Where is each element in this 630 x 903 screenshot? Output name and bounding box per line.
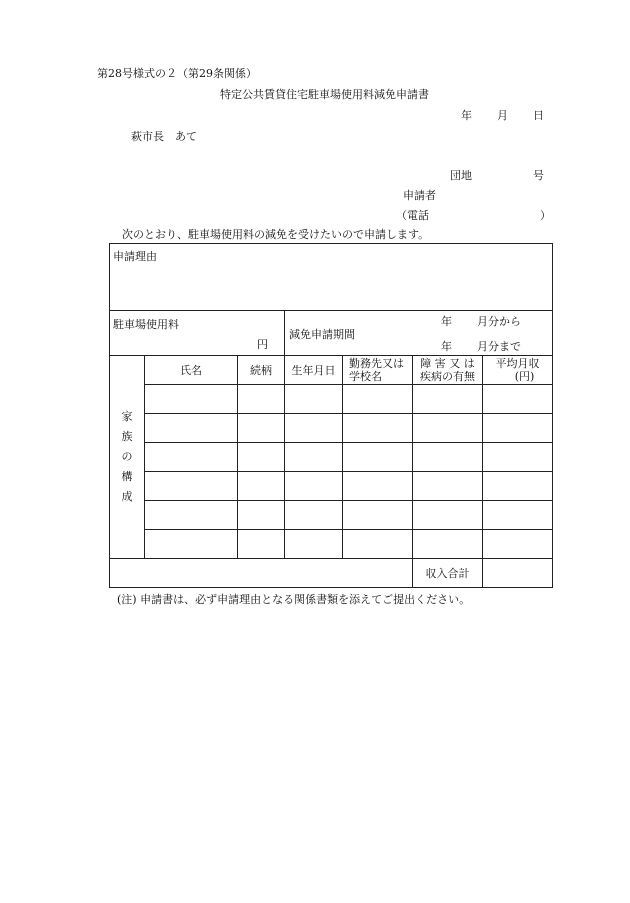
disability-cell[interactable] xyxy=(413,385,483,414)
fee-cell[interactable] xyxy=(110,311,285,356)
table-row xyxy=(110,530,553,559)
family-char: 家 xyxy=(121,410,133,423)
applicant-phone-open: （電話 xyxy=(396,209,429,222)
name-cell[interactable] xyxy=(145,472,238,501)
family-label-cell xyxy=(110,356,145,559)
birth-cell[interactable] xyxy=(285,501,343,530)
disability-cell[interactable] xyxy=(413,414,483,443)
table-row xyxy=(110,472,553,501)
relation-cell[interactable] xyxy=(238,501,285,530)
col-header-relation: 続柄 xyxy=(238,356,285,385)
disability-cell[interactable] xyxy=(413,501,483,530)
applicant-go: 号 xyxy=(533,169,544,182)
yen-label: 円 xyxy=(257,338,268,351)
family-char: 族 xyxy=(121,430,133,443)
disability-cell[interactable] xyxy=(413,472,483,501)
applicant-label: 申請者 xyxy=(403,189,436,202)
period-to-year: 年 xyxy=(441,340,452,353)
family-char: 構 xyxy=(121,470,133,483)
period-label: 減免申請期間 xyxy=(289,328,355,341)
income-cell[interactable] xyxy=(483,530,553,559)
disability-cell[interactable] xyxy=(413,443,483,472)
name-cell[interactable] xyxy=(145,385,238,414)
intro-text: 次のとおり、駐車場使用料の減免を受けたいので申請します。 xyxy=(122,228,430,241)
fee-label: 駐車場使用料 xyxy=(113,318,179,331)
birth-cell[interactable] xyxy=(285,472,343,501)
income-cell[interactable] xyxy=(483,501,553,530)
reason-label: 申請理由 xyxy=(113,250,157,263)
family-char: 成 xyxy=(121,490,133,503)
work-cell[interactable] xyxy=(343,530,413,559)
reason-cell[interactable] xyxy=(110,244,553,311)
birth-cell[interactable] xyxy=(285,385,343,414)
relation-cell[interactable] xyxy=(238,443,285,472)
birth-cell[interactable] xyxy=(285,443,343,472)
table-row xyxy=(110,443,553,472)
income-cell[interactable] xyxy=(483,385,553,414)
work-cell[interactable] xyxy=(343,443,413,472)
name-cell[interactable] xyxy=(145,530,238,559)
col-header-birth: 生年月日 xyxy=(285,356,343,385)
income-cell[interactable] xyxy=(483,443,553,472)
footnote: (注) 申請書は、必ず申請理由となる関係書類を添えてご提出ください。 xyxy=(117,593,471,606)
table-row xyxy=(110,414,553,443)
addressee: 萩市長 あて xyxy=(131,130,197,143)
page-title: 特定公共賃貸住宅駐車場使用料減免申請書 xyxy=(220,88,429,101)
relation-cell[interactable] xyxy=(238,385,285,414)
col-header-work: 勤務先又は 学校名 xyxy=(343,356,413,385)
applicant-phone-close: ） xyxy=(540,209,551,222)
relation-cell[interactable] xyxy=(238,472,285,501)
application-table xyxy=(109,243,553,588)
work-cell[interactable] xyxy=(343,414,413,443)
period-from: 月分から xyxy=(477,315,521,328)
relation-cell[interactable] xyxy=(238,414,285,443)
name-cell[interactable] xyxy=(145,414,238,443)
date-year: 年 xyxy=(461,109,472,122)
col-header-name: 氏名 xyxy=(145,356,238,385)
date-day: 日 xyxy=(533,109,544,122)
relation-cell[interactable] xyxy=(238,530,285,559)
work-cell[interactable] xyxy=(343,385,413,414)
date-month: 月 xyxy=(497,109,508,122)
table-row xyxy=(110,385,553,414)
period-to: 月分まで xyxy=(477,340,521,353)
table-row xyxy=(110,501,553,530)
col-header-income: 平均月収 (円) xyxy=(483,356,553,385)
name-cell[interactable] xyxy=(145,443,238,472)
applicant-danchi: 団地 xyxy=(450,169,472,182)
income-total-value[interactable] xyxy=(483,559,553,588)
income-cell[interactable] xyxy=(483,414,553,443)
family-char: の xyxy=(121,450,133,463)
form-number: 第28号様式の２（第29条関係） xyxy=(97,67,257,80)
col-header-disability: 障 害 又 は 疾病の有無 xyxy=(413,356,483,385)
period-cell[interactable] xyxy=(285,311,553,356)
income-cell[interactable] xyxy=(483,472,553,501)
income-total-label: 収入合計 xyxy=(413,559,483,588)
birth-cell[interactable] xyxy=(285,530,343,559)
total-blank-cell xyxy=(110,559,413,588)
period-from-year: 年 xyxy=(441,315,452,328)
work-cell[interactable] xyxy=(343,501,413,530)
name-cell[interactable] xyxy=(145,501,238,530)
disability-cell[interactable] xyxy=(413,530,483,559)
birth-cell[interactable] xyxy=(285,414,343,443)
work-cell[interactable] xyxy=(343,472,413,501)
